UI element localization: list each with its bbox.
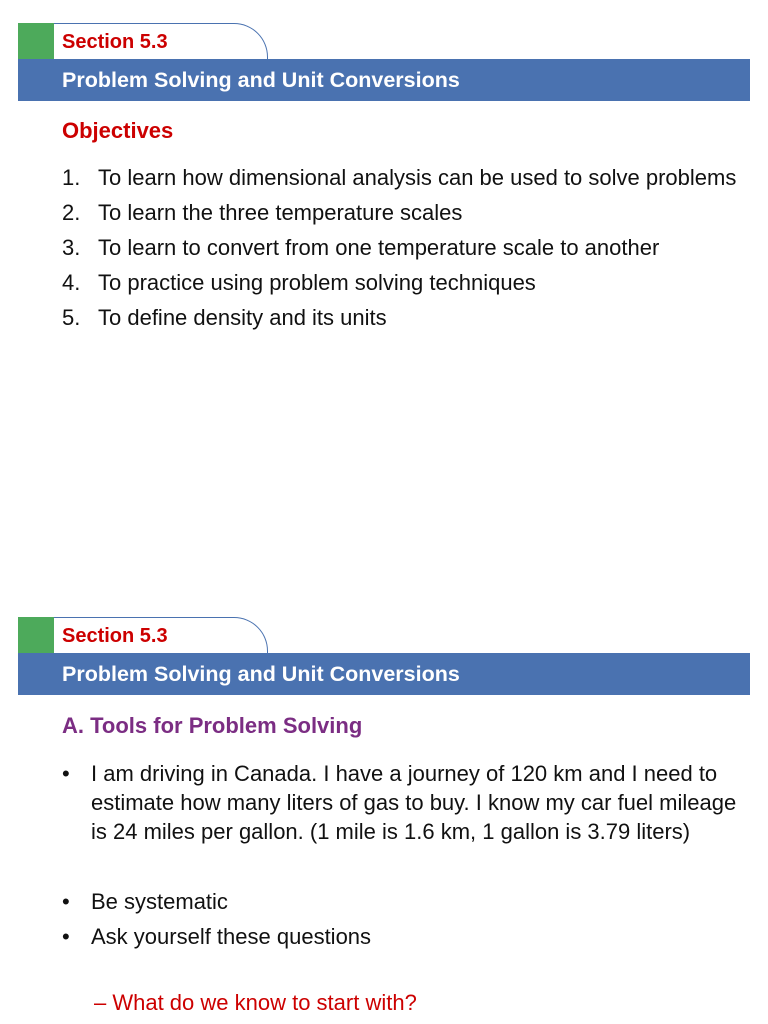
section-label: Section 5.3 [62,625,168,647]
section-label: Section 5.3 [62,31,168,53]
bullet-text: Ask yourself these questions [91,924,372,949]
bullet-text: I am driving in Canada. I have a journey of 120 km and I need to estimate how many liters of gas to buy. I know my car fuel mileage is 24 miles per gallon. (1 mile is 1.6 km, 1 gallon is 3.79 liters) [91,761,737,844]
slide-title: Problem Solving and Unit Conversions [62,662,460,686]
objective-number: 3. [62,235,81,260]
title-bar [18,59,750,101]
objective-item [62,198,742,227]
section-marker [18,23,54,59]
objective-text: To learn the three temperature scales [98,200,463,225]
objective-number: 4. [62,270,81,295]
objective-item [62,233,742,262]
bullet-item [62,887,742,916]
sub-bullet-item: – What do we know to start with? [94,990,417,1015]
slide-2 [0,594,768,1024]
objective-text: To learn to convert from one temperature scale to another [98,235,660,260]
bullet-list [62,759,742,951]
objective-text: To practice using problem solving techniques [98,270,536,295]
title-bar [18,653,750,695]
objective-item [62,268,742,297]
bullet-item [62,759,742,846]
slide-title: Problem Solving and Unit Conversions [62,68,460,92]
section-heading: A. Tools for Problem Solving [62,713,363,738]
objective-text: To learn how dimensional analysis can be used to solve problems [98,165,737,190]
objective-item [62,163,742,192]
objectives-heading: Objectives [62,118,174,143]
objective-text: To define density and its units [98,305,387,330]
bullet-icon: • [62,761,70,786]
objective-number: 2. [62,200,81,225]
section-marker [18,617,54,653]
objectives-list [62,163,742,338]
bullet-text: Be systematic [91,889,228,914]
objective-number: 5. [62,305,81,330]
objective-item [62,303,742,332]
bullet-icon: • [62,889,70,914]
bullet-item [62,922,742,951]
bullet-icon: • [62,924,70,949]
objective-number: 1. [62,165,81,190]
